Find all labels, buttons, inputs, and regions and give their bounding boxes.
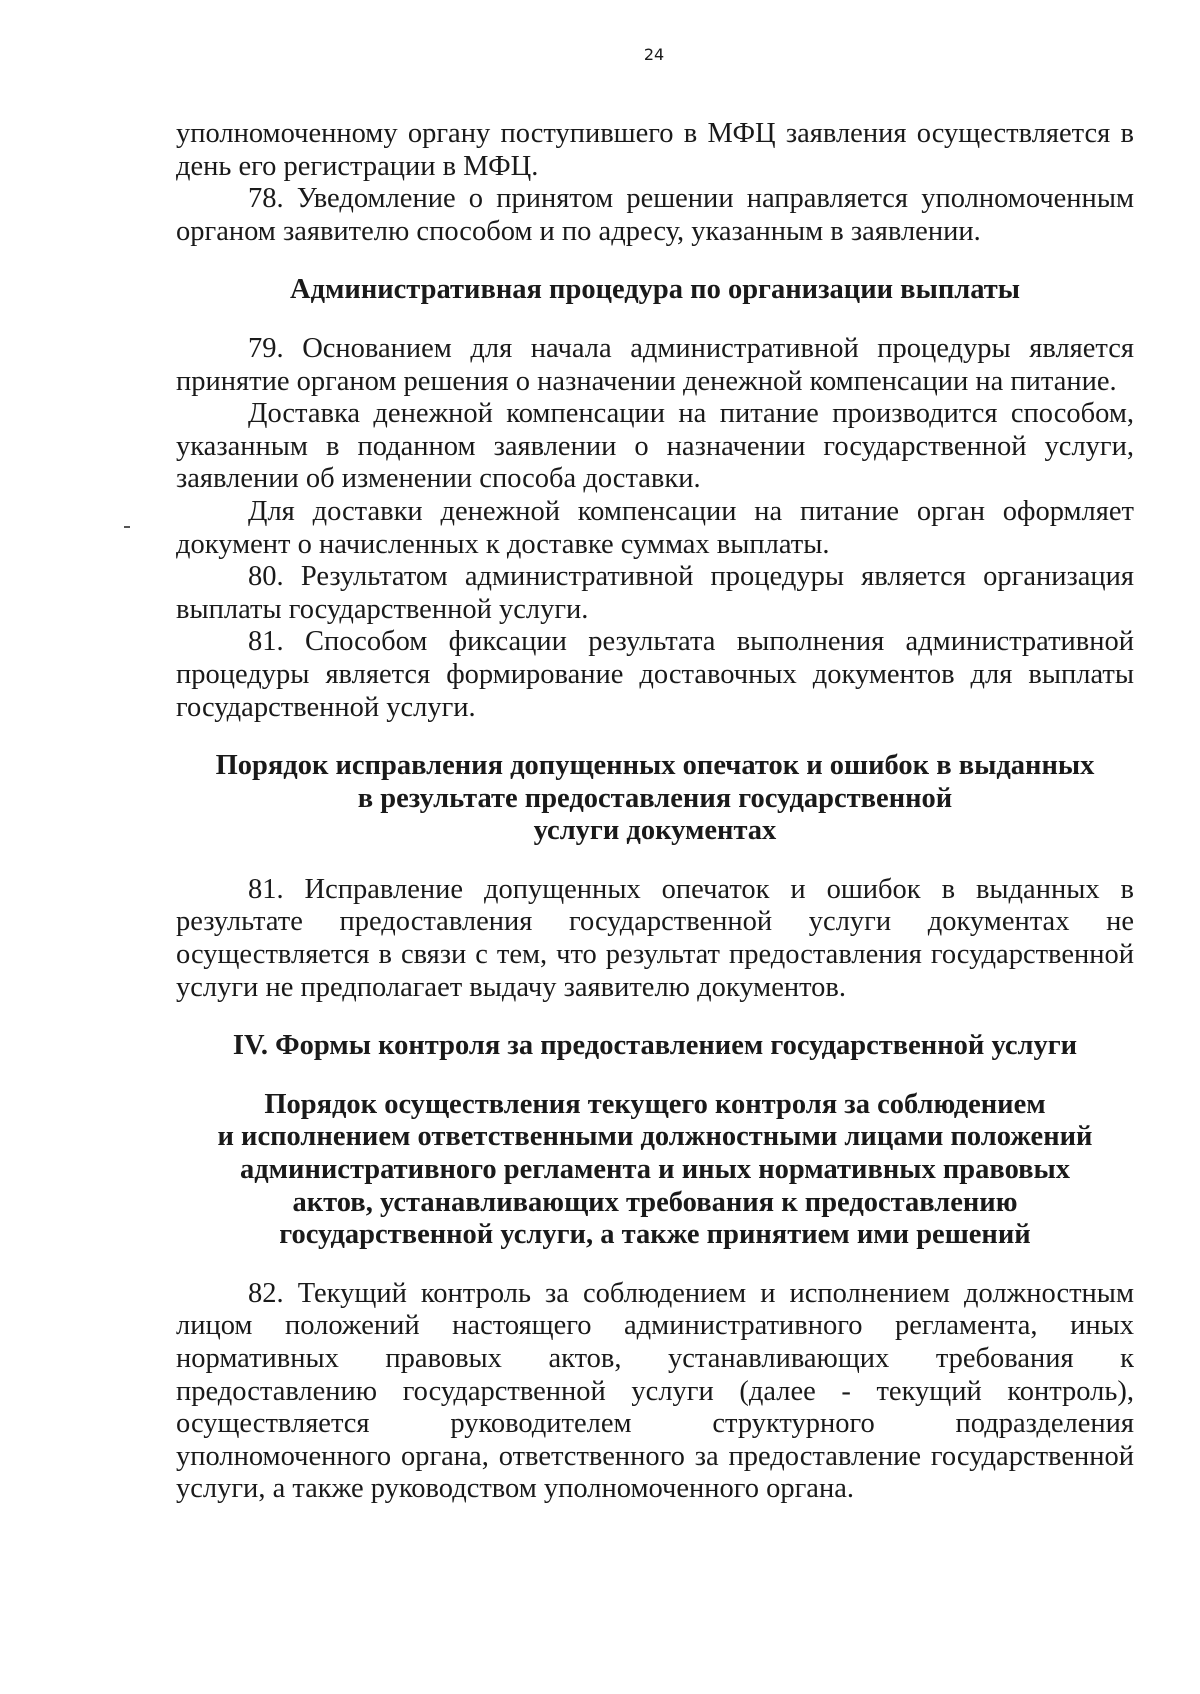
- paragraph-continuation: уполномоченному органу поступившего в МФЦ заявления осуществляется в день его регистрации в МФЦ.: [176, 118, 1134, 182]
- heading-line: Порядок исправления допущенных опечаток и ошибок в выданных: [215, 750, 1095, 782]
- heading-line: Порядок осуществления текущего контроля за соблюдением: [264, 1088, 1046, 1120]
- heading-line: актов, устанавливающих требования к предоставлению: [292, 1186, 1018, 1218]
- section-heading-corrections: [176, 750, 1134, 848]
- paragraph-delivery: Доставка денежной компенсации на питание производится способом, указанным в поданном заявлении о назначении государственной услуги, заявлении об изменении способа доставки.: [176, 398, 1134, 495]
- heading-line: государственной услуги, а также принятием ими решений: [279, 1219, 1031, 1251]
- document-body: [176, 118, 1134, 1506]
- heading-line: в результате предоставления государственной: [357, 782, 953, 814]
- page-number: 24: [643, 45, 665, 64]
- paragraph-78: 78. Уведомление о принятом решении направляется уполномоченным органом заявителю способом и по адресу, указанным в заявлении.: [176, 183, 1134, 247]
- paragraph-81-fixation: 81. Способом фиксации результата выполнения административной процедуры является формирование доставочных документов для выплаты государственной услуги.: [176, 626, 1134, 723]
- paragraph-79: 79. Основанием для начала административной процедуры является принятие органом решения о назначении денежной компенсации на питание.: [176, 332, 1134, 397]
- paragraph-82: 82. Текущий контроль за соблюдением и исполнением должностным лицом положений настоящего административного регламента, иных нормативных правовых актов, устанавливающих требования к предоставлению государственной услуги (далее - текущий контроль), осуществляется руководителем структурного подразделения уполномоченного органа, ответственного за предоставление государственной услуги, а также руководством уполномоченного органа.: [176, 1277, 1134, 1505]
- heading-line: административного регламента и иных нормативных правовых: [239, 1154, 1071, 1186]
- heading-line: услуги документах: [533, 815, 777, 847]
- section-heading-payment: Административная процедура по организации выплаты: [289, 274, 1020, 306]
- section-heading-control: [176, 1089, 1134, 1252]
- paragraph-81-corrections: 81. Исправление допущенных опечаток и ошибок в выданных в результате предоставления государственной услуги документах не осуществляется в связи с тем, что результат предоставления государственной услуги не предполагает выдачу заявителю документов.: [176, 873, 1134, 1003]
- heading-line: и исполнением ответственными должностными лицами положений: [217, 1121, 1093, 1153]
- chapter-heading-iv: IV. Формы контроля за предоставлением государственной услуги: [232, 1030, 1078, 1062]
- margin-mark: [124, 526, 130, 528]
- paragraph-delivery-document: Для доставки денежной компенсации на питание орган оформляет документ о начисленных к доставке суммах выплаты.: [176, 495, 1134, 560]
- paragraph-80: 80. Результатом административной процедуры является организация выплаты государственной услуги.: [176, 561, 1134, 625]
